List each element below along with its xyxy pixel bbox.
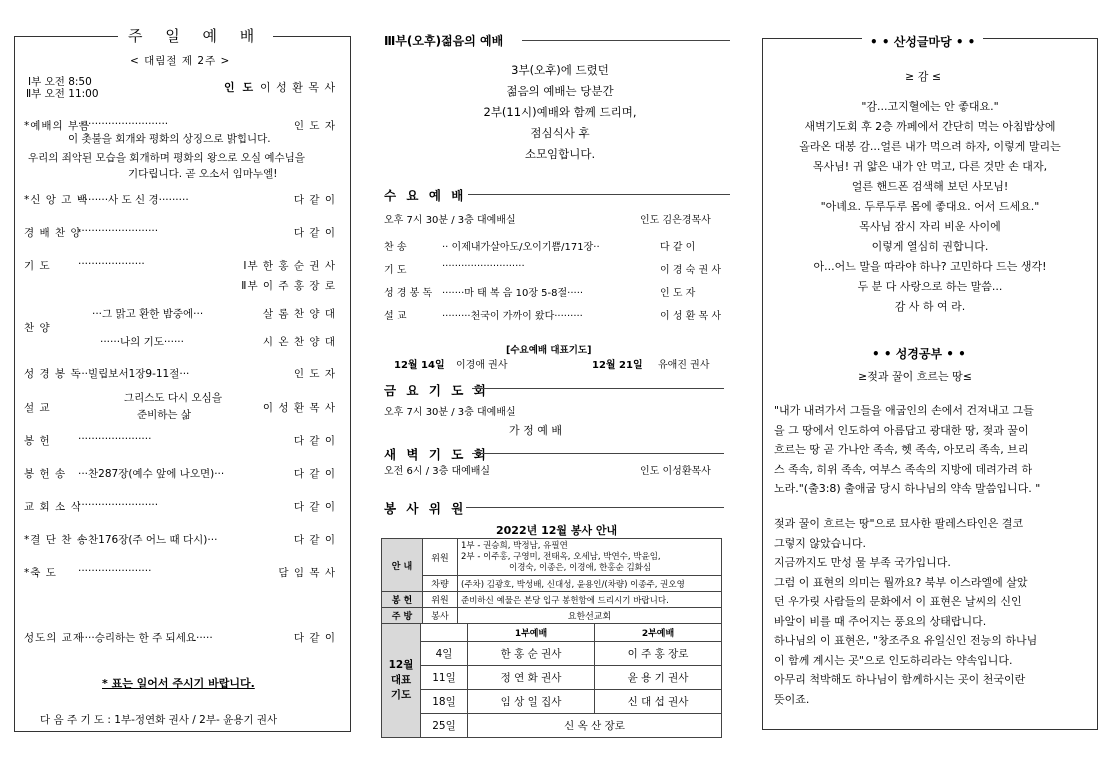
bible-line: 이 함께 계시는 곳"으로 인도하리라는 약속입니다. <box>774 653 1013 667</box>
worship-item <box>24 532 336 548</box>
bible-line: 흐르는 땅 곧 가나안 족속, 헷 족속, 아모리 족속, 브리 <box>774 443 1029 456</box>
worship-item-label: 기 도 <box>24 260 51 272</box>
prayer-label-2: 대표 <box>390 674 412 686</box>
kitchen-role: 봉사 <box>423 608 458 624</box>
poem-line: 아...어느 말을 따라야 하나? 고민하다 드는 생각! <box>813 260 1047 273</box>
worship-item <box>24 334 336 350</box>
worship-item-leader: 인 도 자 <box>293 120 336 132</box>
guide-value-1 <box>458 539 722 576</box>
bible-line: 그럼 이 표현의 의미는 뭘까요? 북부 이스라엘에 살았 <box>774 575 1028 589</box>
worship-item-detail: ······나의 기도······ <box>100 336 184 348</box>
bible-line: 을 그 땅에서 인도하여 아름답고 광대한 땅, 젖과 꿀이 <box>774 423 1029 437</box>
prayer-date: 18일 <box>421 690 468 714</box>
prayer-second: 윤 용 기 권사 <box>595 666 722 690</box>
bible-line: 던 우가릿 사람들의 문화에서 이 표현은 날씨의 신인 <box>774 595 1022 608</box>
poem-line: 새벽기도회 후 2층 까페에서 간단히 먹는 아침밥상에 <box>804 120 1056 133</box>
worship-item-label: *신 앙 고 백 <box>24 194 88 206</box>
worship-item-leader: 살 롬 찬 양 대 <box>262 308 336 320</box>
bible-line: 노라."(출3:8) 출애굽 당시 하나님의 약속 말씀입니다. " <box>774 482 1041 495</box>
prayer-second: 이 주 홍 장로 <box>595 642 722 666</box>
service-table-title: 2022년 12월 봉사 안내 <box>496 524 618 537</box>
wed-leader: 인도 김은경목사 <box>640 215 711 226</box>
wed-item-detail: ·······마 태 복 음 10장 5-8절····· <box>442 288 584 299</box>
poem-line: 목사님 잠시 자리 비운 사이에 <box>859 220 1001 233</box>
worship-item-detail: ···찬176장(주 어느 때 다시)··· <box>78 534 218 546</box>
dawn-title: 새 벽 기 도 회 <box>384 447 489 462</box>
fri-time: 오후 7시 30분 / 3층 대예배실 <box>384 407 516 418</box>
worship-item-leader: 담 임 목 사 <box>278 567 336 579</box>
worship-item <box>24 278 336 294</box>
worship-item-label: 봉 헌 <box>24 435 51 447</box>
prayer-col-1: 1부예배 <box>468 624 595 642</box>
worship-item-label: 경 배 찬 양 <box>24 227 82 239</box>
worship-time-1: Ⅰ부 오전 8:50 <box>28 76 92 88</box>
bible-line: 뜻이죠. <box>774 692 810 706</box>
fri-event: 가 정 예 배 <box>509 424 562 437</box>
wed-item-detail: ·························· <box>442 261 525 272</box>
worship-item-label: 봉 헌 송 <box>24 468 67 480</box>
prayer-second: 신 대 섭 권사 <box>595 690 722 714</box>
worship-item-detail: ·········사 도 신 경········· <box>78 194 189 206</box>
worship-item-leader: Ⅰ부 한 홍 순 권 사 <box>243 260 336 272</box>
bible-line: 지금까지도 만성 물 부족 국가입니다. <box>774 556 951 569</box>
bible-line: 바알이 비를 때 주어지는 풍요의 상태랍니다. <box>774 614 987 628</box>
next-prayer: 다 음 주 기 도 : 1부-정연화 권사 / 2부- 윤용기 권사 <box>40 714 278 726</box>
worship-item-leader: 다 같 이 <box>293 435 336 447</box>
offer-role: 위원 <box>423 592 458 608</box>
worship-item-detail: ······················ <box>78 565 152 577</box>
worship-time-2: Ⅱ부 오전 11:00 <box>26 88 99 100</box>
bible-line: 스 족속, 히위 족속, 여부스 족속의 지방에 데려가려 하 <box>774 462 1033 476</box>
worship-item <box>24 499 336 515</box>
worship-item <box>24 366 336 382</box>
worship-item-label: 성도의 교제 <box>24 632 85 644</box>
wed-prayer-title: [수요예배 대표기도] <box>506 345 592 356</box>
guide-role-1: 위원 <box>423 539 458 576</box>
youth-line: 소모임합니다. <box>524 147 596 161</box>
prayer-first: 한 홍 순 권사 <box>468 642 595 666</box>
wed-item-leader: 인 도 자 <box>660 288 696 299</box>
youth-line: 젊음의 예배는 당분간 <box>506 84 614 98</box>
youth-rule <box>522 40 730 41</box>
poem-line: 두 분 다 사랑으로 하는 말씀... <box>857 280 1003 293</box>
worship-leader-label: 인 도 <box>224 81 256 94</box>
worship-item <box>24 258 336 274</box>
call-note-1: 이 촛불을 회개와 평화의 상징으로 밝힙니다. <box>68 133 271 145</box>
worship-item-label: *결 단 찬 송 <box>24 534 88 546</box>
guide-value-1a: 1부 - 권승희, 박정남, 유필연 <box>461 540 568 551</box>
worship-item <box>24 630 336 646</box>
guide-role-2: 차량 <box>423 576 458 592</box>
prayer-table <box>381 623 722 738</box>
worship-item-leader: 다 같 이 <box>293 468 336 480</box>
worship-item-leader: 다 같 이 <box>293 501 336 513</box>
wed-prayer-2-name: 유애진 권사 <box>658 360 710 371</box>
worship-item-detail: ·····승리하는 한 주 되세요····· <box>78 632 213 644</box>
call-note-2: 우리의 죄악된 모습을 회개하며 평화의 왕으로 오실 예수님을 <box>28 152 305 164</box>
worship-subtitle: < 대림절 제 2주 > <box>130 55 231 67</box>
poem-line: "감...고지혈에는 안 좋대요." <box>861 100 999 113</box>
bible-line: 그렇지 않았습니다. <box>774 536 867 550</box>
service-table <box>381 538 722 624</box>
worship-item <box>24 466 336 482</box>
worship-item-leader: 시 온 찬 양 대 <box>262 336 336 348</box>
wed-item-leader: 이 경 숙 권 사 <box>660 265 722 276</box>
prayer-both: 신 옥 산 장로 <box>468 714 722 738</box>
poem-line: 이렇게 열심히 권합니다. <box>871 240 989 253</box>
worship-item-leader: 다 같 이 <box>293 632 336 644</box>
worship-item-label: *축 도 <box>24 567 57 579</box>
prayer-row <box>382 666 722 690</box>
poem-line: 감 사 하 여 라. <box>894 300 966 313</box>
wed-time: 오후 7시 30분 / 3층 대예배실 <box>384 215 516 226</box>
wed-item-detail: ·· 이제내가살아도/오이기쁨/171장·· <box>442 242 600 253</box>
fri-title: 금 요 기 도 회 <box>384 383 489 398</box>
worship-item <box>24 565 336 581</box>
wed-rule <box>468 194 730 195</box>
poem-line: 올라온 대봉 감...얼른 내가 먹으려 하자, 이렇게 말리는 <box>799 140 1061 153</box>
worship-item-detail: ························ <box>78 225 159 237</box>
sermon-title-1: 그리스도 다시 오심을 <box>124 392 222 404</box>
prayer-col-2: 2부예배 <box>595 624 722 642</box>
fri-rule <box>472 388 724 389</box>
worship-item-label: 찬 양 <box>24 322 51 334</box>
worship-item-leader: 다 같 이 <box>293 534 336 546</box>
wed-item-detail: ·········천국이 가까이 왔다········· <box>442 311 583 322</box>
worship-item-leader: 다 같 이 <box>293 227 336 239</box>
worship-item <box>24 433 336 449</box>
bible-line: 젖과 꿀이 흐르는 땅"으로 묘사한 팔레스타인은 결코 <box>774 517 1024 530</box>
service-title: 봉 사 위 원 <box>384 501 467 516</box>
wed-item-label: 설 교 <box>384 311 407 322</box>
poem-line: 얼른 핸드폰 검색해 보던 사모님! <box>851 180 1009 193</box>
youth-title: Ⅲ부(오후)젊음의 예배 <box>384 34 504 48</box>
prayer-first: 정 연 화 권사 <box>468 666 595 690</box>
worship-item-detail: ···그 맑고 환한 밤중에··· <box>92 308 204 320</box>
youth-line: 3부(오후)에 드렸던 <box>511 63 609 77</box>
prayer-date: 25일 <box>421 714 468 738</box>
worship-item-label: 설 교 <box>24 402 51 414</box>
guide-value-1b: 2부 - 이주홍, 구영미, 전태옥, 오세남, 박연수, 박윤임, <box>461 551 661 562</box>
wed-item-label: 기 도 <box>384 265 407 276</box>
worship-item-label: *예배의 부름 <box>24 120 91 132</box>
prayer-label-3: 기도 <box>390 689 412 701</box>
worship-item-detail: ······················ <box>78 433 152 445</box>
worship-item-detail: ··························· <box>78 118 169 130</box>
wed-title: 수 요 예 배 <box>384 188 467 203</box>
bible-line: 아무리 척박해도 하나님이 함께하시는 곳이 천국이란 <box>774 673 1026 686</box>
prayer-date: 11일 <box>421 666 468 690</box>
poem-line: 목사님! 귀 얇은 내가 안 먹고, 다른 것만 손 대자, <box>812 160 1048 173</box>
prayer-table-label <box>382 624 421 738</box>
wed-item-label: 찬 송 <box>384 242 407 253</box>
poem-subtitle: ≥ 감 ≤ <box>905 70 942 83</box>
worship-item-label: 성 경 봉 독 <box>24 368 82 380</box>
worship-item-detail: ···················· <box>78 258 145 270</box>
youth-line: 점심식사 후 <box>530 126 590 140</box>
worship-title: 주 일 예 배 <box>118 25 273 46</box>
worship-item-detail: ···빌립보서1장9-11절··· <box>78 368 190 380</box>
worship-item-leader: Ⅱ부 이 주 홍 장 로 <box>241 280 336 292</box>
wed-prayer-1-name: 이경애 권사 <box>456 360 508 371</box>
dawn-leader: 인도 이성환목사 <box>640 466 711 477</box>
prayer-row <box>382 714 722 738</box>
sermon-title-2: 준비하는 삶 <box>137 409 192 421</box>
worship-item <box>24 225 336 241</box>
wed-item-label: 성 경 봉 독 <box>384 288 433 299</box>
worship-item-leader: 다 같 이 <box>293 194 336 206</box>
prayer-date: 4일 <box>421 642 468 666</box>
poem-title: • • 산성글마당 • • <box>862 33 983 50</box>
wed-prayer-2-date: 12월 21일 <box>592 360 643 371</box>
worship-item-leader: 인 도 자 <box>293 368 336 380</box>
poem-line: "아녜요. 두루두루 몸에 좋대요. 어서 드세요." <box>820 200 1040 213</box>
prayer-row <box>382 690 722 714</box>
guide-value-1c: 이경숙, 이종은, 이경애, 한홍순 김화심 <box>509 562 652 573</box>
worship-item <box>24 192 336 208</box>
bible-title: • • 성경공부 • • <box>872 347 966 361</box>
prayer-row <box>382 642 722 666</box>
dawn-rule <box>472 453 724 454</box>
guide-label: 안 내 <box>382 539 423 592</box>
wed-item-leader: 이 성 환 목 사 <box>660 311 722 322</box>
prayer-first: 임 상 일 집사 <box>468 690 595 714</box>
offer-label: 봉 헌 <box>382 592 423 608</box>
dawn-time: 오전 6시 / 3층 대예배실 <box>384 466 491 477</box>
offer-value: 준비하신 예물은 본당 입구 봉헌함에 드리시기 바랍니다. <box>458 592 722 608</box>
bible-subtitle: ≥젖과 꿀이 흐르는 땅≤ <box>858 370 972 383</box>
wed-prayer-1-date: 12월 14일 <box>394 360 445 371</box>
wed-item-leader: 다 같 이 <box>660 242 696 253</box>
guide-value-2: (주차) 김광호, 박성배, 신대성, 윤용인/(차량) 이종주, 권오영 <box>458 576 722 592</box>
bible-line: "내가 내려가서 그들을 애굽인의 손에서 건져내고 그들 <box>774 404 1034 417</box>
worship-item-detail: ···찬287장(예수 앞에 나오면)··· <box>78 468 225 480</box>
worship-leader-name: 이 성 환 목 사 <box>260 81 337 94</box>
prayer-label-1: 12월 <box>388 659 414 671</box>
call-note-3: 기다립니다. 곧 오소서 임마누엘! <box>128 168 278 180</box>
stand-note: * 표는 일어서 주시기 바랍니다. <box>102 677 255 690</box>
worship-item-leader: 이 성 환 목 사 <box>262 402 336 414</box>
worship-item-detail: ························ <box>78 499 159 511</box>
bible-line: 하나님의 이 표현은, "창조주요 유일신인 전능의 하나님 <box>774 634 1038 647</box>
youth-line: 2부(11시)예배와 함께 드리며, <box>483 105 637 119</box>
worship-item-label: 교 회 소 식 <box>24 501 82 513</box>
service-rule <box>466 507 724 508</box>
kitchen-label: 주 방 <box>382 608 423 624</box>
kitchen-value: 요한선교회 <box>458 608 722 624</box>
